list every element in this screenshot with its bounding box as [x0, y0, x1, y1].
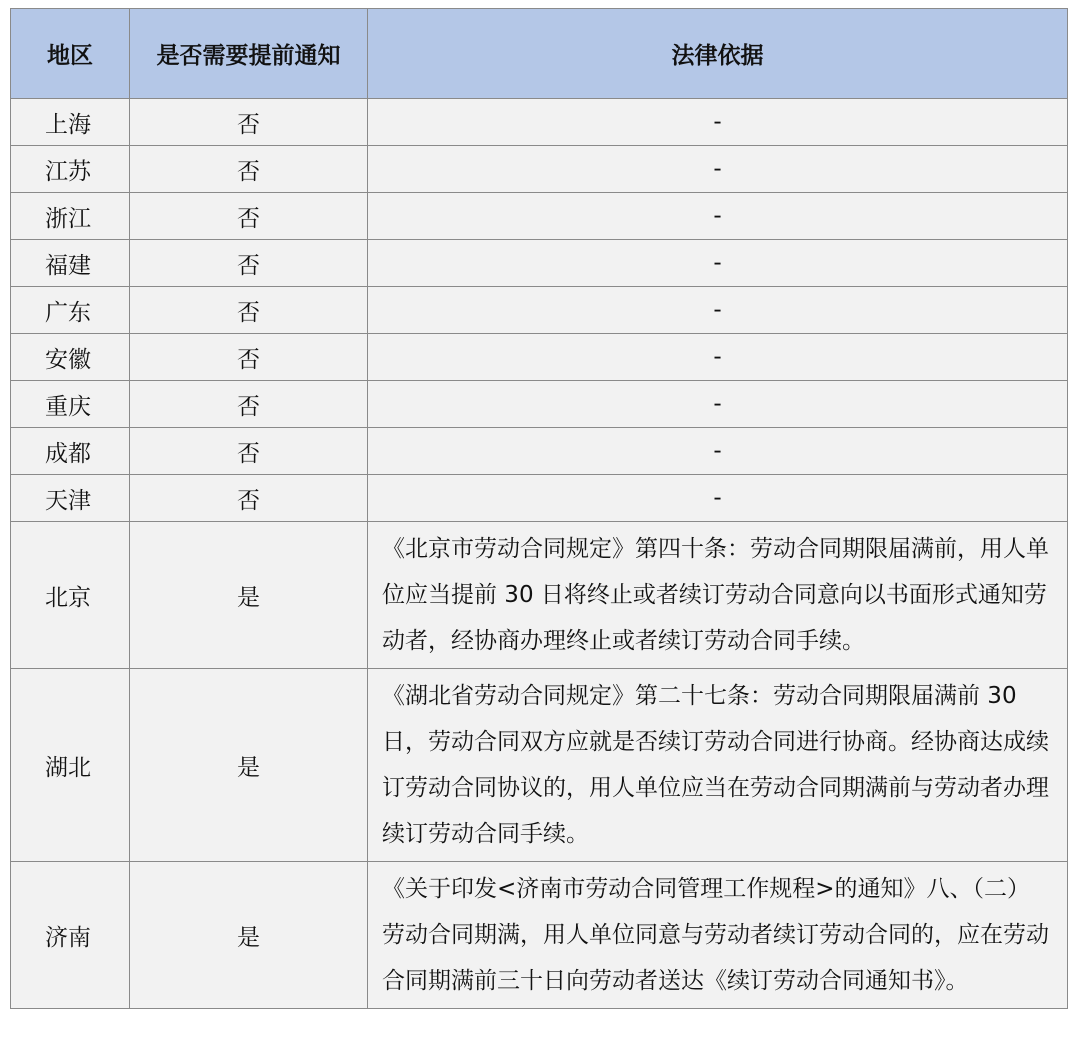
header-region: 地区: [11, 9, 130, 99]
legal-basis-cell: -: [368, 193, 1068, 240]
legal-basis-cell: -: [368, 428, 1068, 475]
legal-basis-cell: -: [368, 475, 1068, 522]
table-row: [11, 193, 1068, 240]
need-notice-cell: 否: [130, 193, 368, 240]
region-cell: 安徽: [11, 334, 130, 381]
need-notice-cell: 是: [130, 862, 368, 1009]
region-cell: 浙江: [11, 193, 130, 240]
need-notice-cell: 否: [130, 99, 368, 146]
need-notice-cell: 否: [130, 146, 368, 193]
table-row: [11, 287, 1068, 334]
notice-requirements-table: [10, 8, 1068, 1009]
need-notice-cell: 否: [130, 287, 368, 334]
region-cell: 江苏: [11, 146, 130, 193]
legal-basis-cell: -: [368, 334, 1068, 381]
region-cell: 福建: [11, 240, 130, 287]
region-cell: 上海: [11, 99, 130, 146]
need-notice-cell: 否: [130, 240, 368, 287]
region-cell: 北京: [11, 522, 130, 669]
legal-basis-cell: -: [368, 146, 1068, 193]
table-row: [11, 475, 1068, 522]
region-cell: 重庆: [11, 381, 130, 428]
need-notice-cell: 是: [130, 522, 368, 669]
table-row: [11, 146, 1068, 193]
header-need-notice: 是否需要提前通知: [130, 9, 368, 99]
legal-basis-cell: -: [368, 240, 1068, 287]
legal-basis-cell: 《北京市劳动合同规定》第四十条：劳动合同期限届满前，用人单位应当提前 30 日将终止或者续订劳动合同意向以书面形式通知劳动者，经协商办理终止或者续订劳动合同手续。: [368, 522, 1068, 669]
region-cell: 天津: [11, 475, 130, 522]
table-row: [11, 381, 1068, 428]
region-cell: 成都: [11, 428, 130, 475]
need-notice-cell: 是: [130, 669, 368, 862]
table-row: [11, 522, 1068, 669]
legal-basis-cell: 《关于印发<济南市劳动合同管理工作规程>的通知》八、（二）劳动合同期满，用人单位同意与劳动者续订劳动合同的，应在劳动合同期满前三十日向劳动者送达《续订劳动合同通知书》。: [368, 862, 1068, 1009]
legal-basis-cell: 《湖北省劳动合同规定》第二十七条：劳动合同期限届满前 30 日，劳动合同双方应就是否续订劳动合同进行协商。经协商达成续订劳动合同协议的，用人单位应当在劳动合同期满前与劳动者办理续订劳动合同手续。: [368, 669, 1068, 862]
need-notice-cell: 否: [130, 428, 368, 475]
need-notice-cell: 否: [130, 381, 368, 428]
header-legal-basis: 法律依据: [368, 9, 1068, 99]
region-cell: 湖北: [11, 669, 130, 862]
region-cell: 广东: [11, 287, 130, 334]
table-row: [11, 428, 1068, 475]
table-row: [11, 862, 1068, 1009]
table-row: [11, 240, 1068, 287]
table-row: [11, 334, 1068, 381]
need-notice-cell: 否: [130, 475, 368, 522]
legal-basis-cell: -: [368, 99, 1068, 146]
header-row: [11, 9, 1068, 99]
legal-basis-cell: -: [368, 287, 1068, 334]
table-row: [11, 99, 1068, 146]
need-notice-cell: 否: [130, 334, 368, 381]
region-cell: 济南: [11, 862, 130, 1009]
legal-basis-cell: -: [368, 381, 1068, 428]
table-row: [11, 669, 1068, 862]
